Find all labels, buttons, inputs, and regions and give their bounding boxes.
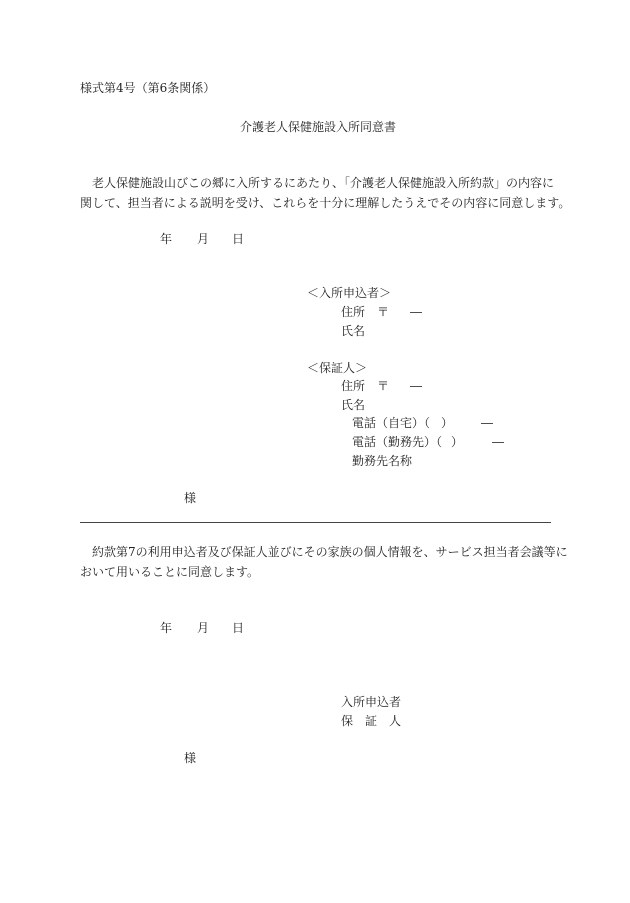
privacy-consent-line-1: 約款第7の利用申込者及び保証人並びにその家族の個人情報を、サービス担当者会議等に — [92, 545, 568, 559]
guarantor-postal-dash: ― — [410, 379, 422, 393]
guarantor-address-label: 住所 — [341, 379, 366, 393]
date-year-label-2: 年 — [160, 621, 173, 635]
phone-home-label: 電話（自宅）（ — [352, 416, 431, 430]
applicant-address-label: 住所 — [341, 305, 366, 319]
phone-home-dash: ― — [481, 416, 493, 430]
phone-work-label: 電話（勤務先）（ — [352, 435, 443, 449]
applicant-heading: ＜入所申込者＞ — [307, 286, 392, 300]
date-year-label: 年 — [160, 232, 173, 246]
phone-home-close: ） — [441, 416, 454, 430]
addressee-honorific: 様 — [184, 491, 197, 505]
guarantor-name-label: 氏名 — [341, 398, 366, 412]
signature-guarantor-label: 保 証 人 — [341, 714, 402, 728]
guarantor-postal-mark: 〒 — [377, 379, 390, 393]
date-day-label: 日 — [232, 232, 245, 246]
applicant-postal-dash: ― — [410, 305, 422, 319]
applicant-postal-mark: 〒 — [377, 305, 390, 319]
date-month-label-2: 月 — [197, 621, 210, 635]
phone-work-dash: ― — [492, 435, 504, 449]
applicant-name-label: 氏名 — [341, 324, 366, 338]
page-title: 介護老人保健施設入所同意書 — [240, 120, 397, 134]
consent-paragraph-line-2: 関して、担当者による説明を受け、これらを十分に理解したうえでその内容に同意します。 — [80, 196, 571, 210]
date-month-label: 月 — [197, 232, 210, 246]
workplace-name-label: 勤務先名称 — [352, 454, 413, 468]
section-divider — [80, 522, 551, 523]
privacy-consent-line-2: おいて用いることに同意します。 — [80, 565, 260, 579]
phone-work-close: ） — [451, 435, 464, 449]
date-day-label-2: 日 — [232, 621, 245, 635]
signature-applicant-label: 入所申込者 — [341, 695, 402, 709]
consent-paragraph-line-1: 老人保健施設山びこの郷に入所するにあたり、「介護老人保健施設入所約款」の内容に — [92, 176, 555, 190]
form-number: 様式第4号（第6条関係） — [80, 81, 216, 95]
addressee-honorific-2: 様 — [184, 751, 197, 765]
guarantor-heading: ＜保証人＞ — [307, 361, 368, 375]
